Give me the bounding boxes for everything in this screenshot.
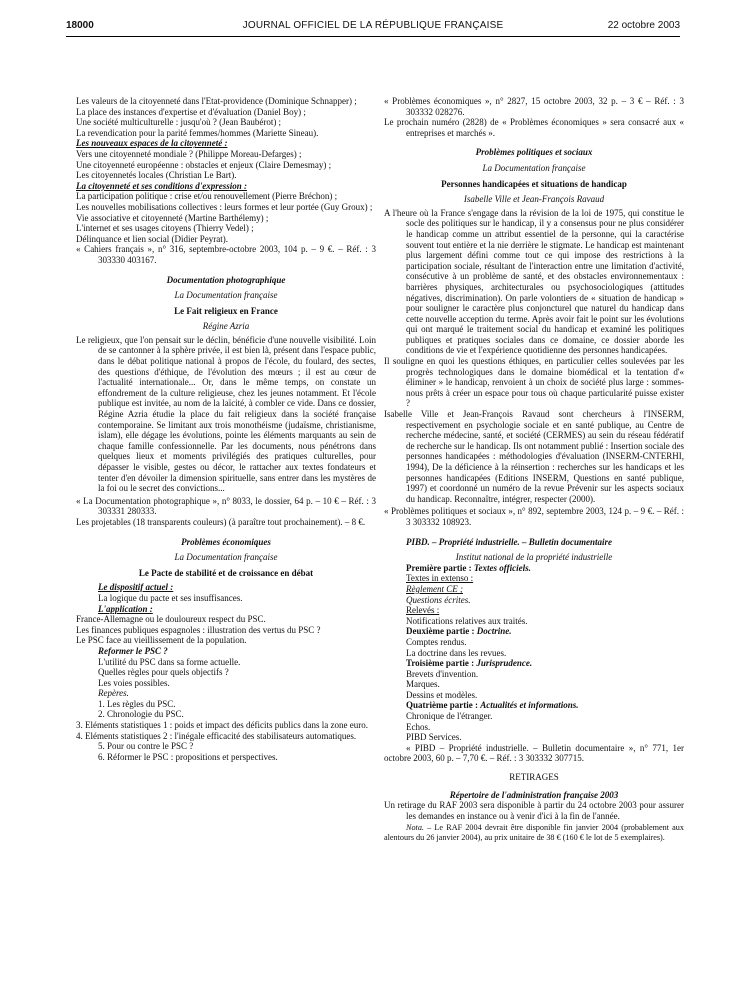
- list-item: Les valeurs de la citoyenneté dans l'Etat-providence (Dominique Schnapper) ;: [76, 96, 357, 106]
- list-item: Règlement CE ;: [406, 583, 463, 594]
- list-item: 4. Eléments statistiques 2 : l'inégale efficacité des stabilisateurs automatiques.: [76, 730, 357, 741]
- reference: « Cahiers français », n° 316, septembre-octobre 2003, 104 p. – 9 €. – Réf. : 3 303330 403167.: [76, 244, 376, 265]
- list-item: Les nouvelles mobilisations collectives : leurs formes et leur portée (Guy Groux) ;: [76, 201, 373, 212]
- subheading: L'application :: [98, 603, 153, 614]
- list-item: L'utilité du PSC dans sa forme actuelle.: [98, 656, 241, 667]
- list-item: France-Allemagne ou le douloureux respect du PSC.: [76, 614, 266, 625]
- article-title: Répertoire de l'administration française 2003: [449, 789, 619, 800]
- page-header: [66, 20, 680, 34]
- part-heading: Quatrième partie : Actualités et informations.: [406, 700, 579, 711]
- article-title: Personnes handicapées et situations de handicap: [441, 178, 627, 189]
- list-item: 3. Eléments statistiques 1 : poids et impact des déficits publics dans la zone euro.: [76, 720, 368, 731]
- list-item: Délinquance et lien social (Didier Peyrat).: [76, 233, 228, 244]
- page-number: 18000: [66, 20, 94, 31]
- article-body: Le religieux, que l'on pensait sur le déclin, bénéficie d'une nouvelle visibilité. Loin de se cantonner à la sphère privée, il est bien là, présent dans l'espace public, dans le débat politique national à propos de l'école, du foulard, des sectes, des questions d'éthique, de l'évolution des mœurs ; il est au cœur de l'actualité internationale... Or, dans le même temps, on constate un effondrement de la culture religieuse, chez les jeunes notamment. Et l'école publique est invitée, au nom de la laïcité, à combler ce vide. Dans ce dossier, Régine Azria étudie la place du fait religieux dans la société française contemporaine. Se limitant aux trois monothéisme (judaïsme, christianisme, islam), elle dégage les évolutions, pointe les éléments marquants au sein de chaque famille confessionnelle. Par les documents, nous pénétrons dans quelques lieux et moments privilégiés des pratiques culturelles, pour dépasser le visible, gestes ou décor, le rattacher aux textes fondateurs et tenter d'en dévoiler la dimension spirituelle, sans entrer dans les mystères de la foi ou le secret des convictions...: [76, 334, 376, 494]
- list-item: La place des instances d'expertise et d'évaluation (Daniel Boy) ;: [76, 106, 306, 117]
- list-item: Vers une citoyenneté mondiale ? (Philippe Moreau-Defarges) ;: [76, 148, 302, 159]
- reference: « Problèmes politiques et sociaux », n° 892, septembre 2003, 124 p. – 9 €. – Réf. : 3 303332 108923.: [384, 506, 684, 527]
- part-heading: Première partie : Textes officiels.: [406, 562, 531, 573]
- list-item: PIBD Services.: [406, 732, 462, 743]
- list-item: Textes in extenso :: [406, 573, 474, 584]
- list-item: Une citoyenneté européenne : obstacles et enjeux (Claire Demesmay) ;: [76, 159, 332, 170]
- list-item: Une société multiculturelle : jusqu'où ? (Jean Baubérot) ;: [76, 117, 282, 128]
- subheading: Le dispositif actuel :: [98, 582, 174, 593]
- list-item: Comptes rendus.: [406, 636, 467, 647]
- list-item: Les voies possibles.: [98, 677, 170, 688]
- list-item: Chronique de l'étranger.: [406, 711, 493, 722]
- article-body: Il souligne en quoi les questions éthiques, en particulier celles soulevées par les progrès technologiques dans le domaine biomédical et la tentation d'« éliminer » le handicap, renvoient à un choix de société plus large : sommes-nous prêts à créer un espace pour tous où chaque particularité puisse exister ?: [384, 356, 684, 409]
- article-body: Un retirage du RAF 2003 sera disponible à partir du 24 octobre 2003 pour assurer les demandes en instance ou à venir d'ici à la fin de l'année.: [384, 800, 684, 821]
- subheading: Repères.: [98, 688, 129, 699]
- part-heading: Troisième partie : Jurisprudence.: [406, 658, 533, 669]
- publisher: La Documentation française: [174, 552, 278, 563]
- list-item: Le PSC face au vieillissement de la population.: [76, 635, 247, 646]
- article-body: A l'heure où la France s'engage dans la révision de la loi de 1975, qui constitue le socle des politiques sur le handicap, il y a consensus pour ne plus considérer le handicap comme un attribut essentiel de la personne, qui la caractérise souvent tout entière et la nie derrière le stigmate. Le handicap est maintenant plus largement défini comme tout ce qui impose des restrictions à la participation sociale, résultant de l'interaction entre une limitation d'activité, consécutive à un problème de santé, et des obstacles environnementaux : barrières physiques, architecturales ou psychosociologiques (attitudes négatives, discrimination). On parle volontiers de « situation de handicap » pour souligner le caractère plus conjoncturel que naturel du handicap dans cette nouvelle acception du terme. Après avoir fait le point sur les évolutions qui ont marqué le traitement social du handicap et examiné les politiques publiques et pratiques sociales dans ce domaine, ce dossier aborde les conditions de vie et l'expérience quotidienne des personnes handicapées.: [384, 207, 684, 356]
- section-heading: RETIRAGES: [509, 772, 559, 783]
- list-item: La doctrine dans les revues.: [406, 647, 507, 658]
- author: Régine Azria: [202, 321, 250, 332]
- list-item: Questions écrites.: [406, 594, 471, 605]
- reference-note: Le prochain numéro (2828) de « Problèmes économiques » sera consacré aux « entreprises et marchés ».: [384, 117, 684, 138]
- list-item: L'internet et ses usages citoyens (Thierry Vedel) ;: [76, 223, 254, 234]
- article-title: Le Pacte de stabilité et de croissance en débat: [138, 567, 314, 578]
- list-item: 6. Réformer le PSC : propositions et perspectives.: [98, 751, 278, 762]
- publisher: Institut national de la propriété industrielle: [455, 552, 613, 563]
- list-item: La revendication pour la parité femmes/hommes (Mariette Sineau).: [76, 127, 319, 138]
- list-item: Marques.: [406, 679, 440, 690]
- list-item: Dessins et modèles.: [406, 689, 478, 700]
- note: Nota. – Le RAF 2004 devrait être disponible fin janvier 2004 (probablement aux alentours du 26 janvier 2004), au prix unitaire de 38 € (160 € le lot de 5 exemplaires).: [384, 823, 684, 842]
- list-item: 1. Les règles du PSC.: [98, 698, 176, 709]
- article-title: Le Fait religieux en France: [174, 305, 278, 316]
- subheading: Reformer le PSC ?: [98, 645, 168, 656]
- reference: « La Documentation photographique », n° 8033, le dossier, 64 p. – 10 € – Réf. : 3 303331 280333.: [76, 495, 376, 517]
- author: Isabelle Ville et Jean-François Ravaud: [463, 194, 605, 205]
- section-heading: PIBD. – Propriété industrielle. – Bulletin documentaire: [406, 536, 613, 547]
- left-column: [76, 96, 376, 762]
- right-column: [384, 96, 684, 842]
- subheading: Les nouveaux espaces de la citoyenneté :: [76, 138, 228, 149]
- publisher: La Documentation française: [174, 290, 278, 301]
- list-item: Brevets d'invention.: [406, 668, 479, 679]
- reference: « PIBD – Propriété industrielle. – Bulletin documentaire », n° 771, 1er octobre 2003, 60 p. – 7,70 €. – Réf. : 3 303332 307715.: [384, 742, 684, 764]
- list-item: Quelles règles pour quels objectifs ?: [98, 667, 229, 678]
- reference-note: Les projetables (18 transparents couleurs) (à paraître tout prochainement). – 8 €.: [76, 516, 366, 527]
- list-item: Les finances publiques espagnoles : illustration des vertus du PSC ?: [76, 624, 321, 635]
- list-item: Relevés :: [406, 605, 440, 616]
- part-heading: Deuxième partie : Doctrine.: [406, 626, 512, 637]
- reference: « Problèmes économiques », n° 2827, 15 octobre 2003, 32 p. – 3 € – Réf. : 3 303332 028276.: [384, 96, 684, 117]
- article-body: Isabelle Ville et Jean-François Ravaud sont chercheurs à l'INSERM, respectivement en psychologie sociale et en santé publique, au Centre de recherche médecine, santé, et société (CERMES) au sein du réseau fédératif de recherche sur le handicap. Ils ont notamment publié : Insertion sociale des personnes handicapées : méthodologies d'évaluation (INSERM-CNTERHI, 1994), De la déficience à la réinsertion : recherches sur les handicaps et les personnes handicapées (Editions INSERM, Questions en santé publique, 1997) et coordonné un numéro de la revue Prévenir sur les aspects sociaux du handicap. Reconnaître, intégrer, respecter (2000).: [384, 409, 684, 504]
- list-item: La logique du pacte et ses insuffisances.: [98, 592, 243, 603]
- header-rule: [66, 36, 680, 37]
- list-item: La participation politique : crise et/ou renouvellement (Pierre Bréchon) ;: [76, 191, 338, 202]
- list-item: Echos.: [406, 721, 431, 732]
- list-item: 2. Chronologie du PSC.: [98, 709, 184, 720]
- section-heading: Documentation photographique: [166, 274, 286, 285]
- section-heading: Problèmes économiques: [181, 536, 271, 547]
- list-item: Notifications relatives aux traités.: [406, 615, 528, 626]
- journal-title: JOURNAL OFFICIEL DE LA RÉPUBLIQUE FRANÇAISE: [242, 20, 504, 31]
- section-heading: Problèmes politiques et sociaux: [475, 147, 593, 158]
- issue-date: 22 octobre 2003: [607, 20, 680, 31]
- subheading: La citoyenneté et ses conditions d'expression :: [76, 180, 247, 191]
- list-item: Les citoyennetés locales (Christian Le Bart).: [76, 170, 237, 181]
- list-item: Vie associative et citoyenneté (Martine Barthélemy) ;: [76, 212, 269, 223]
- publisher: La Documentation française: [482, 162, 586, 173]
- list-item: 5. Pour ou contre le PSC ?: [98, 741, 194, 752]
